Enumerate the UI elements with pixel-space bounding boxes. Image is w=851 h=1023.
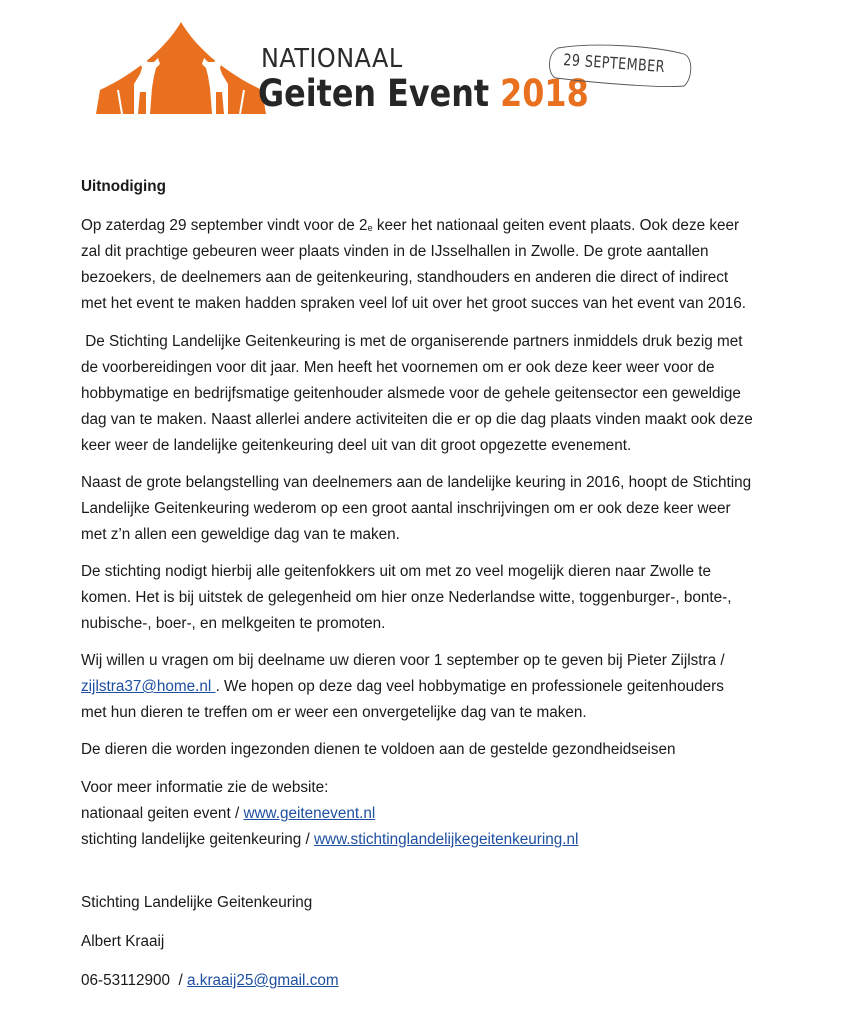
letter-heading: Uitnodiging [81, 178, 166, 195]
p2-line: keer weer de landelijke geitenkeuring deel uit van dit groot opgezette evenement. [81, 437, 632, 454]
p2-line: de voorbereidingen voor dit jaar. Men heeft het voornemen om er ook deze keer weer voor de [81, 359, 715, 376]
p5-text: . We hopen op deze dag veel hobbymatige en professionele geitenhouders [215, 678, 724, 695]
p1-text: keer het nationaal geiten event plaats. Ook deze keer [372, 217, 740, 234]
ordinal-suffix: e [367, 223, 373, 233]
info-row-stichting [81, 831, 578, 849]
p2-line: hobbymatige en bedrijfsmatige geitenhouder alsmede voor de gehele geitensector een geweldige [81, 385, 741, 402]
signature-name: Albert Kraaij [81, 933, 165, 950]
logo-geiten-event: Geiten Event [258, 72, 490, 115]
p1-line: met het event te maken hadden spraken veel lof uit over het groot succes van het event van 2016. [81, 295, 746, 312]
phone-number: 06-53112900 / [81, 972, 188, 989]
p3-line: Naast de grote belangstelling van deelnemers aan de landelijke keuring in 2016, hoopt de Stichting [81, 474, 752, 491]
p5-line: met hun dieren te treffen om er weer een onvergetelijke dag van te maken. [81, 704, 587, 721]
health-requirements-line: De dieren die worden ingezonden dienen te voldoen aan de gestelde gezondheidseisen [81, 741, 676, 758]
p5-line: Wij willen u vragen om bij deelname uw dieren voor 1 september op te geven bij Pieter Zijlstra / [81, 652, 725, 669]
p1-text: Op zaterdag 29 september vindt voor de 2 [81, 217, 368, 234]
p1-line: bezoekers, de deelnemers aan de geitenkeuring, standhouders en anderen die direct of indirect [81, 269, 729, 286]
p1-line: zal dit prachtige gebeuren weer plaats vinden in de IJsselhallen in Zwolle. De grote aantallen [81, 243, 709, 260]
p1-line [81, 217, 739, 237]
p4-line: De stichting nodigt hierbij alle geitenfokkers uit om met zo veel mogelijk dieren naar Zwolle te [81, 563, 712, 580]
p3-line: met z’n allen een geweldige dag van te maken. [81, 526, 400, 543]
logo-line-main [258, 72, 589, 115]
zijlstra-email-link[interactable]: zijlstra37@home.nl [81, 678, 216, 695]
p4-line: nubische-, boer-, en melkgeiten te promoten. [81, 615, 386, 632]
logo-year: 2018 [500, 72, 589, 115]
date-stamp [544, 40, 694, 90]
p5-line [81, 678, 724, 696]
signature-organization: Stichting Landelijke Geitenkeuring [81, 894, 313, 911]
tent-with-goats-icon [96, 18, 266, 118]
signature-contact [81, 972, 339, 990]
p2-line: De Stichting Landelijke Geitenkeuring is met de organiserende partners inmiddels druk bezig met [81, 333, 743, 350]
info-row-geitenevent [81, 805, 375, 823]
p2-line: dag van te maken. Naast allerlei andere activiteiten die er op die dag plaats vinden maakt ook deze [81, 411, 753, 428]
stichting-website-link[interactable]: www.stichtinglandelijkegeitenkeuring.nl [314, 831, 579, 848]
logo-line-nationaal: NATIONAAL [261, 44, 403, 74]
geitenevent-link[interactable]: www.geitenevent.nl [243, 805, 376, 822]
info-intro: Voor meer informatie zie de website: [81, 779, 329, 796]
info-label: nationaal geiten event / [81, 805, 244, 822]
event-logo [96, 18, 716, 128]
p3-line: Landelijke Geitenkeuring wederom op een groot aantal inschrijvingen om er ook deze keer weer [81, 500, 731, 517]
kraaij-email-link[interactable]: a.kraaij25@gmail.com [187, 972, 339, 989]
info-label: stichting landelijke geitenkeuring / [81, 831, 314, 848]
p4-line: komen. Het is bij uitstek de gelegenheid om hier onze Nederlandse witte, toggenburger-, bonte-, [81, 589, 732, 606]
date-stamp-text: 29 SEPTEMBER [562, 50, 666, 77]
